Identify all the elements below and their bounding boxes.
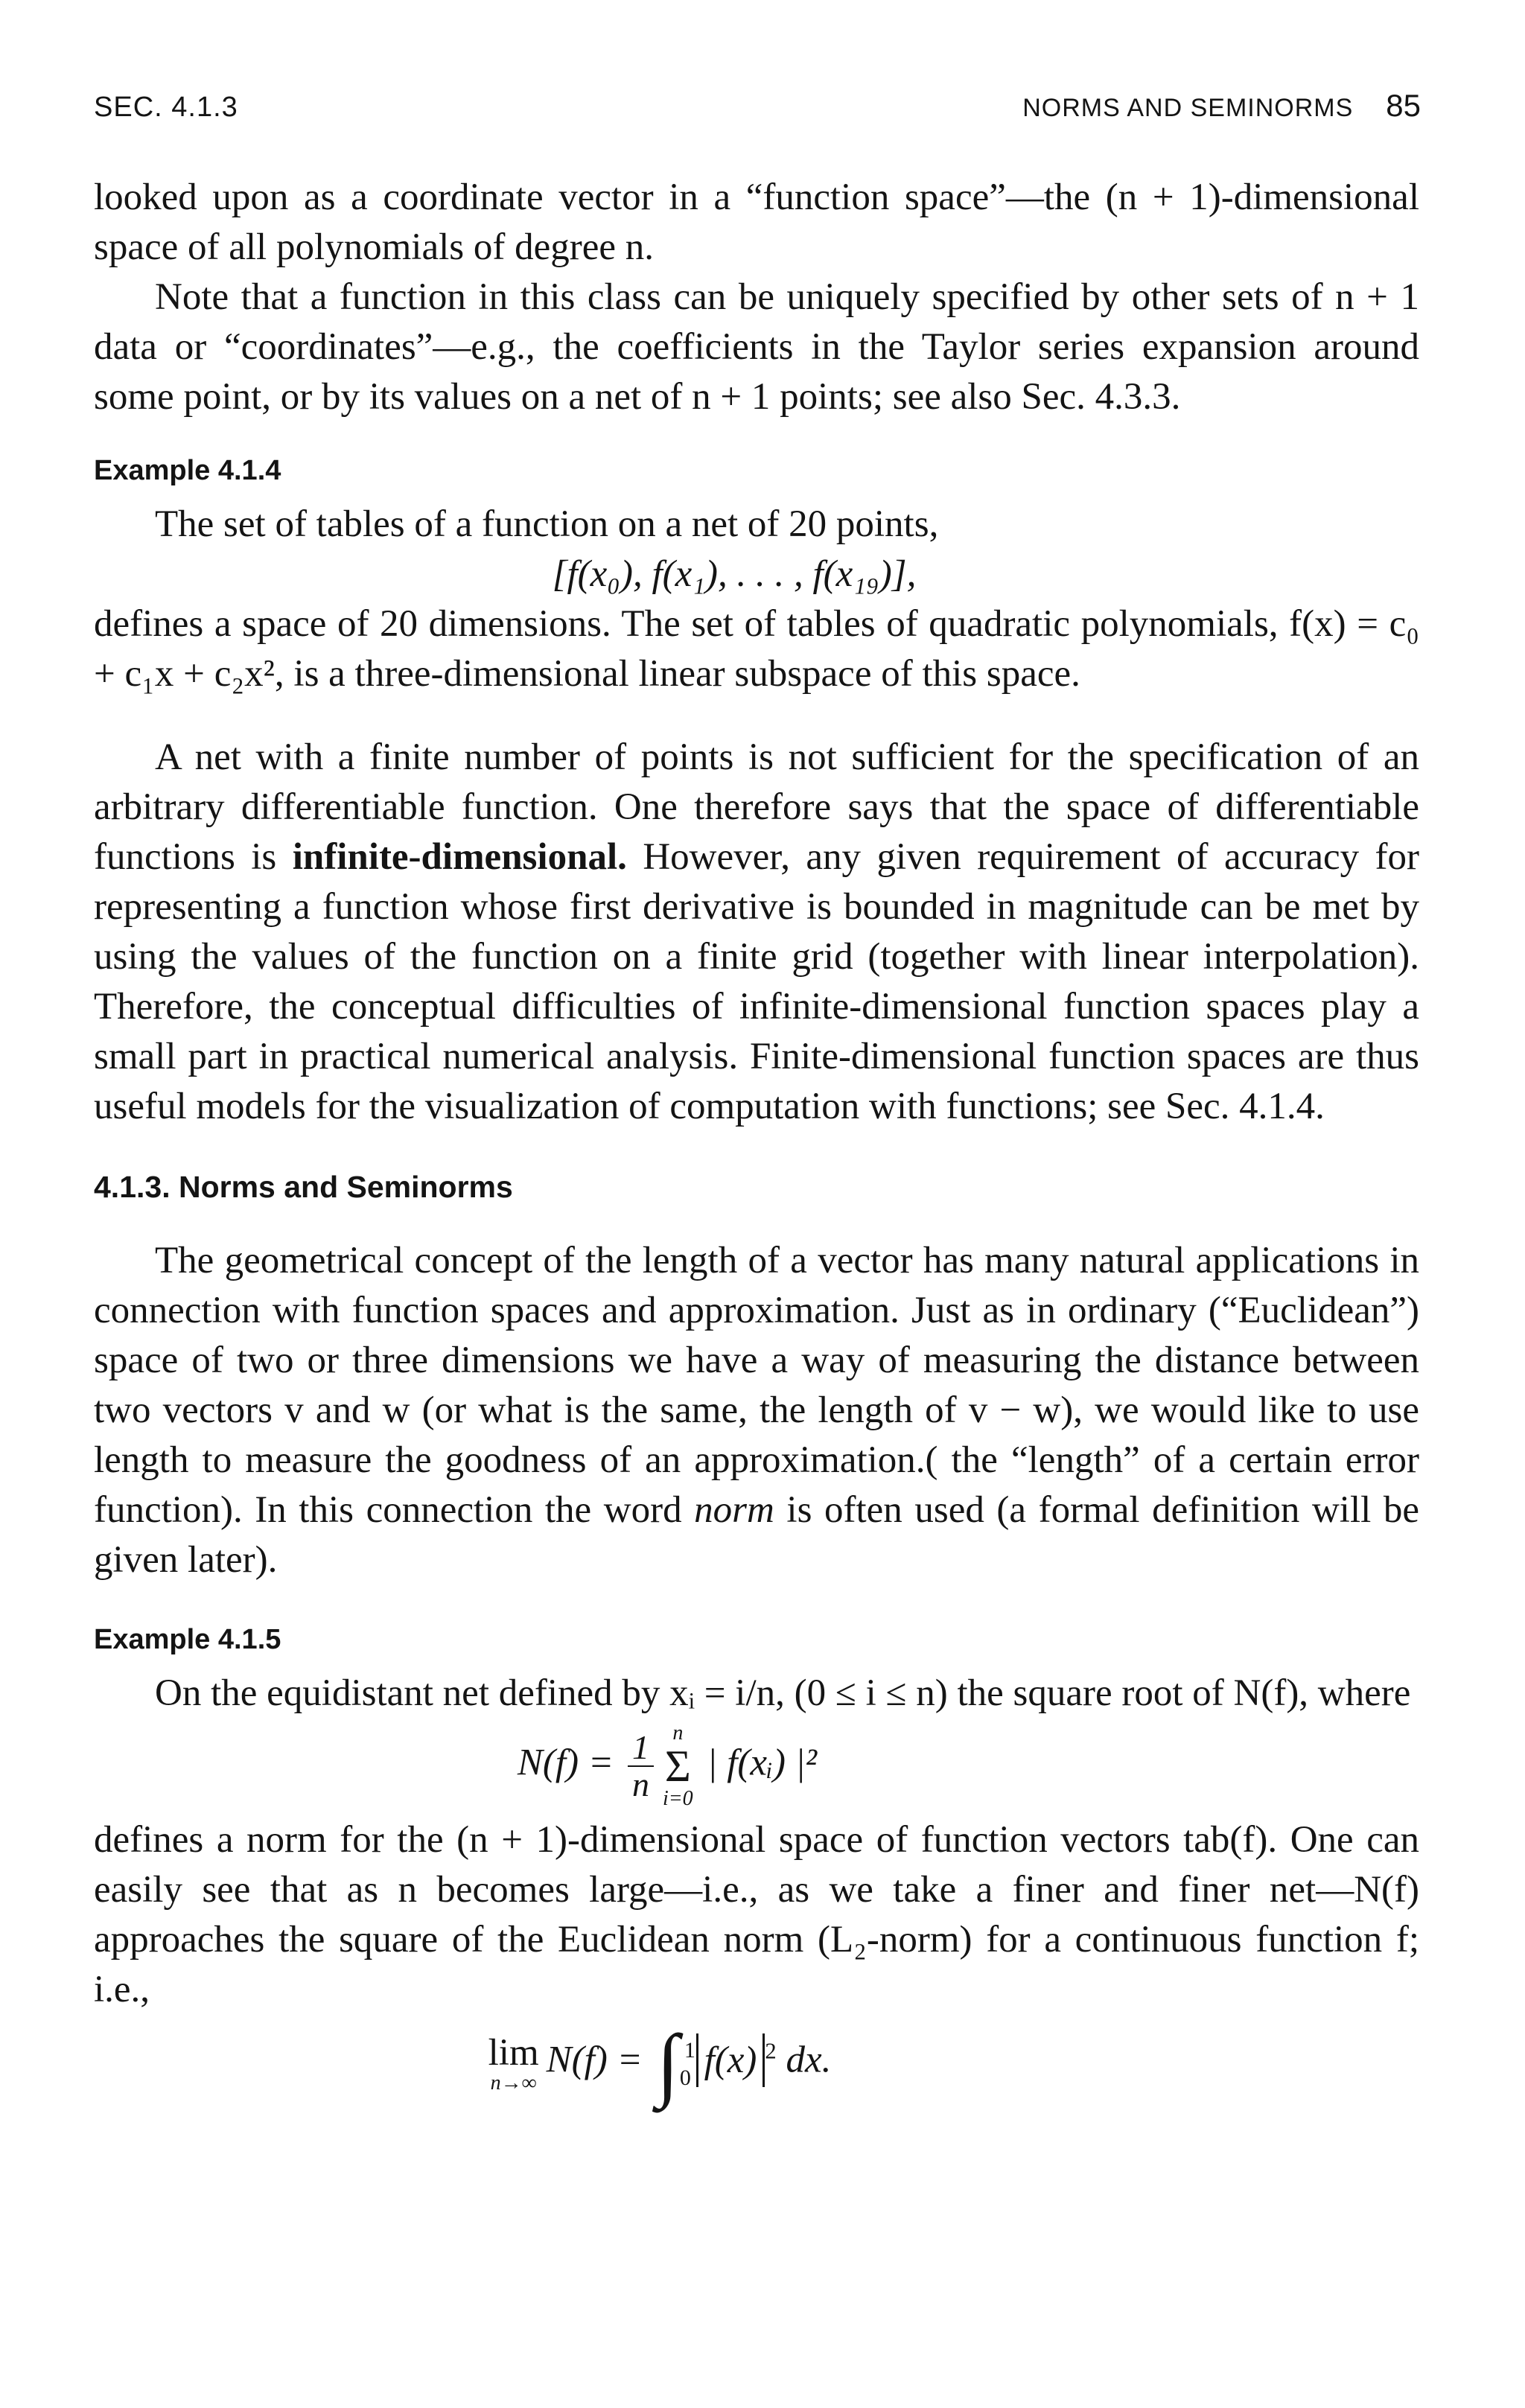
page-body: [94, 173, 1420, 2109]
running-title: NORMS AND SEMINORMS: [1022, 94, 1354, 122]
example-4-1-4-text-2: defines a space of 20 dimensions. The set of tables of quadratic polynomials, f(x) = c₀ + c₁x + c₂x², is a three-dimensional linear subspace of this space.: [94, 603, 1419, 695]
example-heading-4-1-5: Example 4.1.5: [94, 1624, 281, 1655]
paragraph-infinite-dimensional: A net with a finite number of points is not sufficient for the specification of an arbitrary differentiable function. One therefore says that the space of differentiable functions is infinite-dimensional. However, any given requirement of accuracy for representing a function whose first derivative is bounded in magnitude can be met by using the values of the function on a finite grid (together with linear interpolation). Therefore, the conceptual difficulties of infinite-dimensional function spaces play a small part in practical numerical analysis. Finite-dimensional function spaces are thus useful models for the visualization of computation with functions; see Sec. 4.1.4.: [94, 736, 1420, 1127]
example-4-1-5-text-2: defines a norm for the (n + 1)-dimensional space of function vectors tab(f). One can easily see that as n becomes large—i.e., as we take a finer and finer net—N(f) approaches the square of the Euclidean norm (L₂-norm) for a continuous function f; i.e.,: [94, 1819, 1419, 2010]
example-4-1-5-text-1: On the equidistant net defined by xᵢ = i/n, (0 ≤ i ≤ n) the square root of N(f), where: [155, 1672, 1411, 1714]
page-number: 85: [1386, 88, 1421, 123]
limit-equation: lim n→∞ N(f) = ∫ 1 0 f(x) $^2$ dx.: [488, 2018, 832, 2109]
section-heading: 4.1.3. Norms and Seminorms: [94, 1170, 513, 1204]
norm-equation: N(f) = $\frac{1}{n}$ n Σ i=0 | f(xᵢ) |²: [517, 1721, 818, 1810]
summation-symbol: n Σ i=0: [662, 1721, 693, 1810]
paragraph-norms: The geometrical concept of the length of a vector has many natural applications in connection with function spaces and approximation. Just as in ordinary (“Euclidean”) space of two or three dimensions we have a way of measuring the distance between two vectors v and w (or what is the same, the length of v − w), we would like to use length to measure the goodness of an approximation.( the “length” of a certain error function). In this connection the word norm is often used (a formal definition will be given later).: [94, 1240, 1420, 1581]
fraction-one-over-n: $\frac{1}{n}$: [628, 1730, 654, 1803]
absolute-value: f(x): [696, 2033, 765, 2087]
paragraph-continuation: looked upon as a coordinate vector in a “function space”—the (n + 1)-dimensional space of all polynomials of degree n.: [94, 176, 1419, 268]
paragraph-coordinates: Note that a function in this class can be uniquely specified by other sets of n + 1 data or “coordinates”—e.g., the coefficients in the Taylor series expansion around some point, or by its values on a net of n + 1 points; see also Sec. 4.3.3.: [94, 276, 1419, 418]
integral-symbol: ∫ 1 0: [656, 2018, 695, 2109]
example-heading-4-1-4: Example 4.1.4: [94, 455, 281, 486]
table-formula: [f(x₀), f(x₁), . . . , f(x₁₉)],: [552, 553, 917, 595]
section-reference: SEC. 4.1.3: [94, 92, 238, 123]
limit-operator: lim n→∞: [488, 2032, 539, 2095]
example-4-1-4-text-1: The set of tables of a function on a net of 20 points,: [155, 503, 939, 545]
term-norm: norm: [694, 1489, 774, 1531]
term-infinite-dimensional: infinite-dimensional.: [292, 836, 627, 878]
page-header: [94, 88, 1421, 124]
